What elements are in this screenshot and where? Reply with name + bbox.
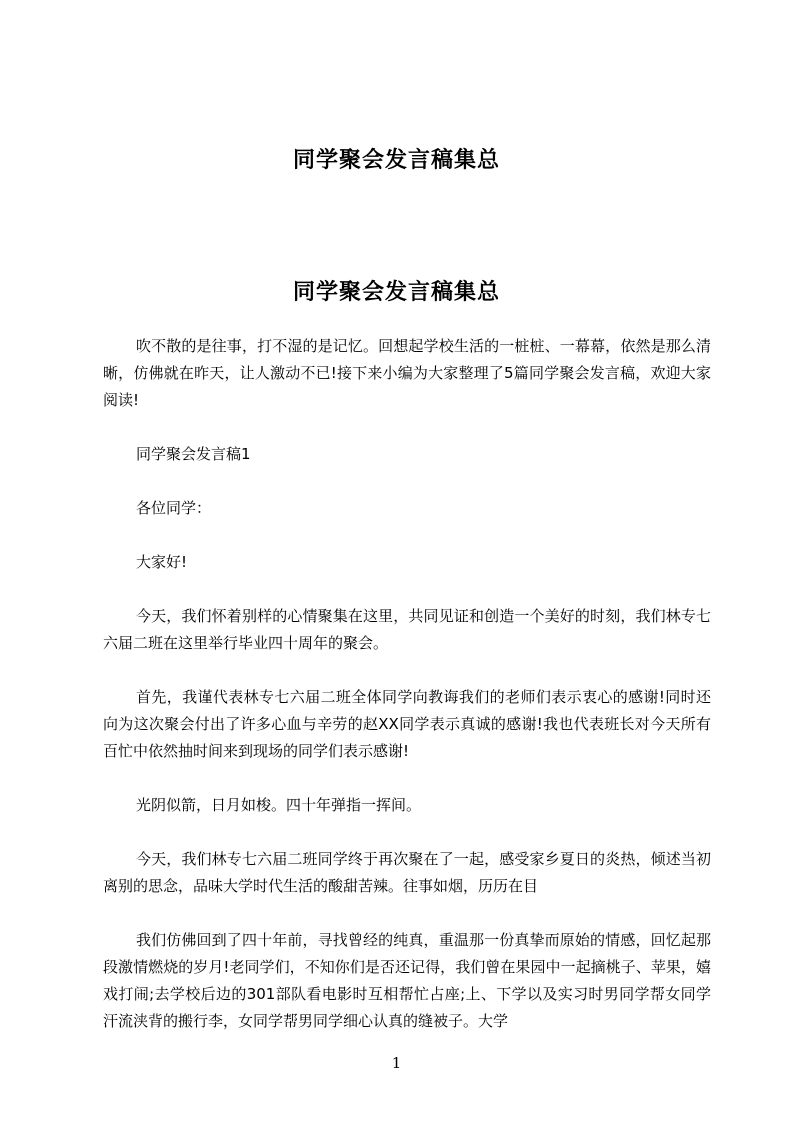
paragraph-reunion: 今天，我们林专七六届二班同学终于再次聚在了一起，感受家乡夏日的炎热，倾述当初离别的思念，品味大学时代生活的酸甜苦辣。往事如烟，历历在目 [103, 850, 711, 895]
paragraph-intro: 吹不散的是往事，打不湿的是记忆。回想起学校生活的一桩桩、一幕幕，依然是那么清晰，仿佛就在昨天，让人激动不已!接下来小编为大家整理了5篇同学聚会发言稿，欢迎大家阅读! [103, 337, 711, 409]
document-title-main: 同学聚会发言稿集总 [292, 280, 500, 305]
page-number: 1 [391, 1054, 402, 1072]
paragraph-thanks: 首先，我谨代表林专七六届二班全体同学向教诲我们的老师们表示衷心的感谢!同时还向为这次聚会付出了许多心血与辛劳的赵XX同学表示真诚的感谢!我也代表班长对今天所有百忙中依然抽时间来到现场的同学们表示感谢! [103, 688, 711, 760]
paragraph-time: 光阴似箭，日月如梭。四十年弹指一挥间。 [136, 796, 422, 814]
paragraph-salutation: 各位同学： [136, 499, 212, 517]
document-title-top: 同学聚会发言稿集总 [292, 148, 500, 173]
document-body [103, 333, 711, 1062]
paragraph-opening: 今天，我们怀着别样的心情聚集在这里，共同见证和创造一个美好的时刻，我们林专七六届二班在这里举行毕业四十周年的聚会。 [103, 607, 711, 652]
paragraph-heading: 同学聚会发言稿1 [136, 445, 251, 463]
paragraph-memories: 我们仿佛回到了四十年前，寻找曾经的纯真，重温那一份真挚而原始的情感，回忆起那段激情燃烧的岁月!老同学们，不知你们是否还记得，我们曾在果园中一起摘桃子、苹果，嬉戏打闹;去学校后边的301部队看电影时互相帮忙占座;上、下学以及实习时男同学帮女同学汗流浃背的搬行李，女同学帮男同学细心认真的缝被子。大学 [103, 931, 711, 1030]
paragraph-greeting: 大家好! [136, 553, 188, 571]
